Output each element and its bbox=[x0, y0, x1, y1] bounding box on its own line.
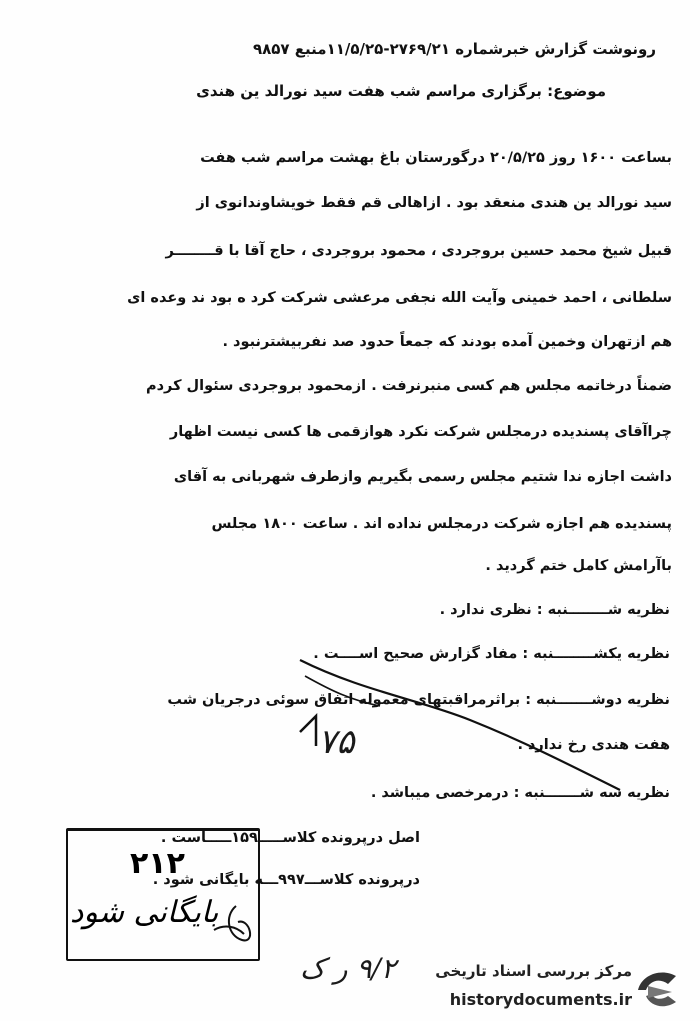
body-line: ضمناً درخاتمه مجلس هم کسی منبرنرفت . ازمحمود بروجردی سئوال کردم bbox=[145, 378, 672, 394]
original-file-line: اصل درپرونده کلاســـــ۱۵۹ـــــاست . bbox=[160, 830, 420, 846]
comment-line: نظریه شــــــــنبه : نظری ندارد . bbox=[439, 602, 670, 618]
body-line: هم ازتهران وخمین آمده بودند که جمعاً حدود صد نفربیشترنبود . bbox=[222, 334, 672, 350]
comment-line: نظریه دوشـــــــنبه : براثرمراقبتهای معموله اتفاق سوئی درجریان شب bbox=[167, 692, 670, 708]
watermark-url: historydocuments.ir bbox=[449, 990, 632, 1009]
report-number-line: رونوشت گزارش خبرشماره ۲۷۶۹/۲۱-۱۱/۵/۲۵منبع ۹۸۵۷ bbox=[252, 40, 656, 58]
comment-line: هفت هندی رخ ندارد . bbox=[517, 737, 670, 753]
copy-file-line: درپرونده کلاســـ۹۹۷ـــه بایگانی شود . bbox=[152, 872, 420, 888]
body-line: داشت اجازه ندا شتیم مجلس رسمی بگیریم وازطرف شهربانی به آقای bbox=[173, 469, 672, 485]
body-line: سید نورالد ین هندی منعقد بود . ازاهالی قم فقط خویشاوندانوی از bbox=[196, 195, 672, 211]
stamp-text: بایگانی شود bbox=[70, 895, 219, 930]
body-line: باآرامش کامل ختم گردید . bbox=[485, 558, 672, 574]
comment-line: نظریه سه شـــــــنبه : درمرخصی میباشد . bbox=[370, 785, 670, 801]
subject-line: موضوع: برگزاری مراسم شب هفت سید نورالد ین هندی bbox=[196, 82, 606, 100]
body-line: بساعت ۱۶۰۰ روز ۲۰/۵/۲۵ درگورستان باغ بهشت مراسم شب هفت bbox=[200, 150, 672, 166]
handwritten-center-mark: ۷۵ bbox=[318, 722, 355, 762]
archive-logo-icon bbox=[632, 966, 684, 1014]
body-line: قبیل شیخ محمد حسین بروجردی ، محمود بروجردی ، حاج آقا با قــــــــر bbox=[165, 243, 672, 259]
stamp-number: ۲۱۲ bbox=[130, 846, 185, 881]
comment-line: نظریه یکشــــــــنبه : مفاد گزارش صحیح اســــت . bbox=[313, 646, 670, 662]
watermark-name: مرکز بررسی اسناد تاریخی bbox=[435, 962, 632, 980]
body-line: چراآقای پسندیده درمجلس شرکت نکرد هوازقمی ها کسی نیست اظهار bbox=[169, 424, 672, 440]
body-line: سلطانی ، احمد خمینی وآیت الله نجفی مرعشی شرکت کرد ه بود ند وعده ای bbox=[127, 290, 672, 306]
body-line: پسندیده هم اجازه شرکت درمجلس نداده اند . ساعت ۱۸۰۰ مجلس bbox=[211, 516, 672, 532]
handwritten-bottom-note: ۹/۲ ر ک bbox=[300, 952, 396, 985]
